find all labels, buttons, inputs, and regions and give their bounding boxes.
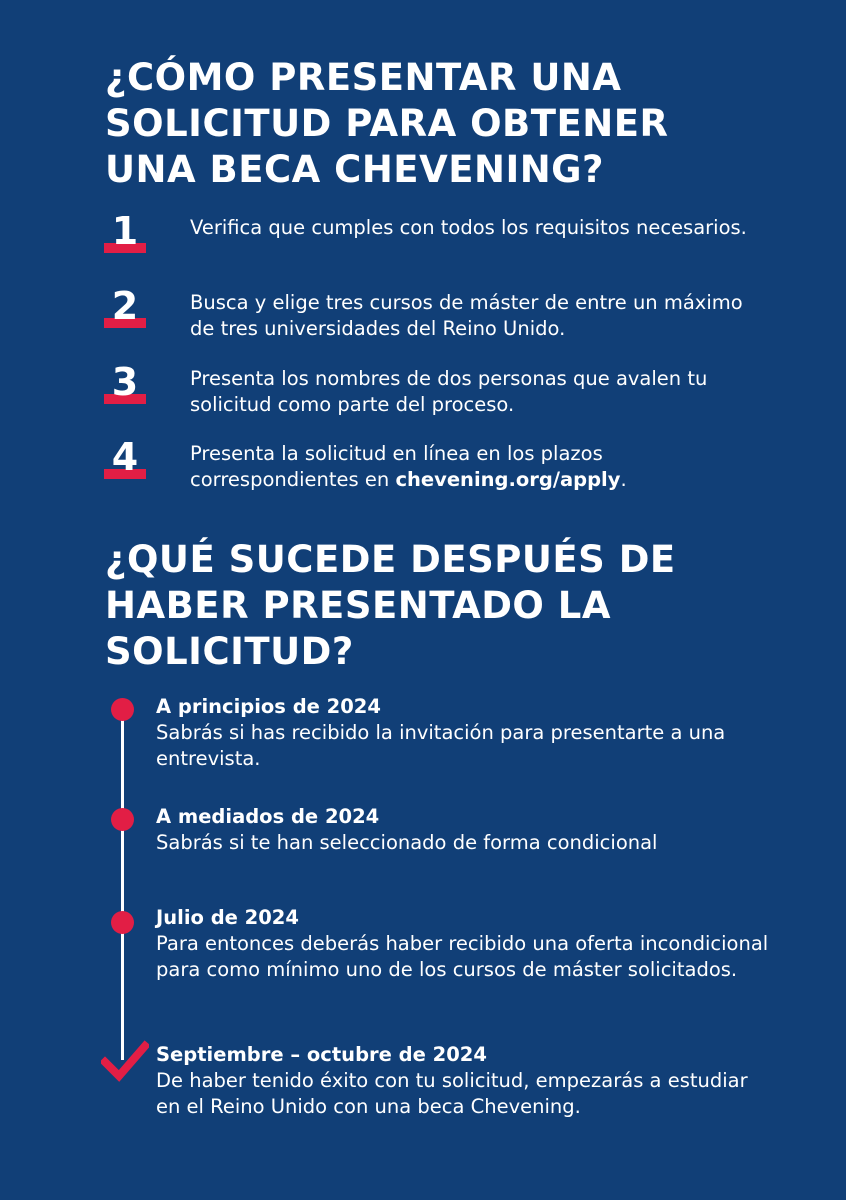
step-number: 1 <box>111 209 139 253</box>
step-text: Presenta los nombres de dos personas que avalen tu solicitud como parte del proceso. <box>190 367 708 416</box>
step-text: Busca y elige tres cursos de máster de entre un máximo de tres universidades del Reino Unido. <box>190 291 743 340</box>
timeline-description: De haber tenido éxito con tu solicitud, empezarás a estudiar en el Reino Unido con una beca Chevening. <box>156 1069 748 1118</box>
step-number-badge <box>104 435 148 487</box>
timeline-dot <box>111 911 134 934</box>
timeline-dot <box>111 808 134 831</box>
step-4 <box>0 435 846 511</box>
timeline-date: Septiembre – octubre de 2024 <box>156 1043 487 1066</box>
timeline-description: Para entonces deberás haber recibido una oferta incondicional para como mínimo uno de los cursos de máster solicitados. <box>156 932 769 981</box>
timeline-date: A mediados de 2024 <box>156 805 380 828</box>
timeline-event <box>156 1042 776 1120</box>
step-number: 4 <box>111 435 139 479</box>
checkmark-icon <box>101 1040 149 1084</box>
timeline-description: Sabrás si te han seleccionado de forma condicional <box>156 831 658 854</box>
step-text-after: . <box>620 468 627 491</box>
step-1 <box>0 209 846 285</box>
step-3 <box>0 360 846 436</box>
timeline-event <box>156 694 776 772</box>
step-text <box>190 441 750 493</box>
timeline-dot <box>111 698 134 721</box>
section-title-how-to-apply: ¿CÓMO PRESENTAR UNA SOLICITUD PARA OBTENER UNA BECA CHEVENING? <box>105 56 669 191</box>
timeline-date: A principios de 2024 <box>156 695 381 718</box>
apply-link[interactable]: chevening.org/apply <box>395 468 621 491</box>
step-2 <box>0 284 846 360</box>
step-number: 2 <box>111 284 139 328</box>
step-number-badge <box>104 360 148 412</box>
timeline-line <box>121 708 124 1060</box>
step-number: 3 <box>111 360 139 404</box>
step-number-badge <box>104 284 148 336</box>
timeline-event <box>156 905 776 983</box>
timeline-event <box>156 804 776 856</box>
step-text-before: Presenta la solicitud en línea en los plazos correspondientes en <box>190 442 603 491</box>
timeline-date: Julio de 2024 <box>156 906 299 929</box>
section-title-after-applying: ¿QUÉ SUCEDE DESPUÉS DE HABER PRESENTADO LA SOLICITUD? <box>105 538 676 673</box>
step-number-badge <box>104 209 148 261</box>
timeline-description: Sabrás si has recibido la invitación para presentarte a una entrevista. <box>156 721 726 770</box>
step-text: Verifica que cumples con todos los requisitos necesarios. <box>190 216 747 239</box>
